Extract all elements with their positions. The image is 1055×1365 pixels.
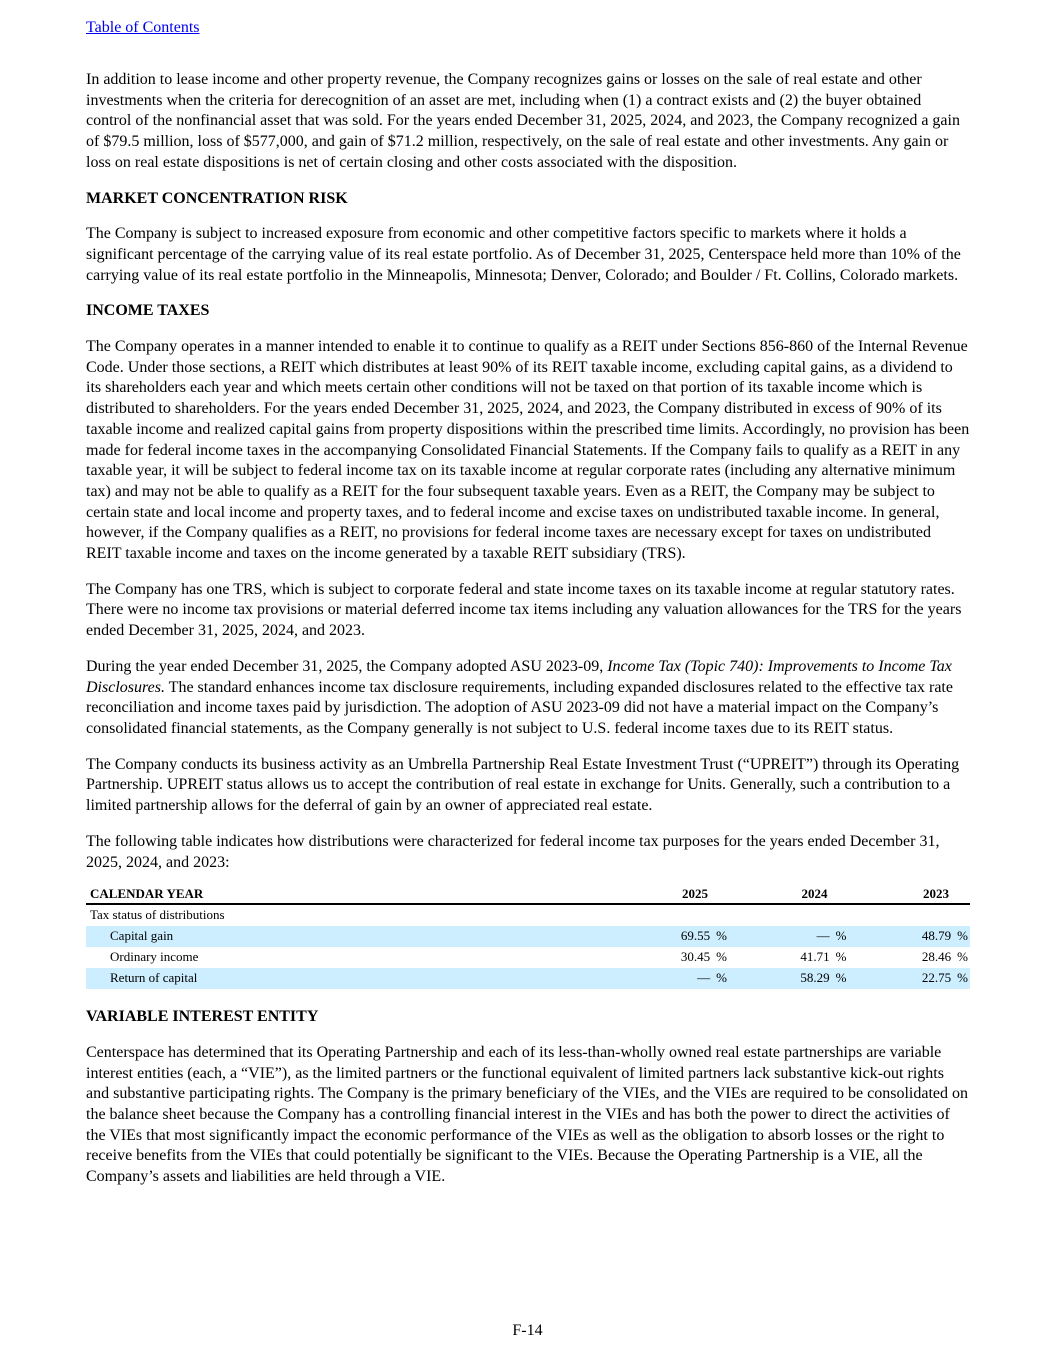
row-label: Capital gain bbox=[86, 926, 667, 947]
page-number: F-14 bbox=[512, 1322, 543, 1339]
table-row bbox=[86, 968, 970, 989]
header-2025: 2025 bbox=[667, 883, 729, 904]
distributions-table bbox=[86, 883, 970, 989]
cell-value: 28.46 % bbox=[921, 949, 968, 965]
heading-income-taxes: INCOME TAXES bbox=[86, 302, 210, 320]
document-body bbox=[86, 70, 970, 1203]
paragraph-asu-title: Income Tax (Topic 740): Improvements to Income Tax Disclosures. bbox=[86, 657, 952, 696]
cell-value: 22.75 % bbox=[848, 968, 970, 989]
paragraph-asu-2023-09 bbox=[86, 657, 970, 740]
row-label: Ordinary income bbox=[110, 949, 199, 965]
cell-value: — % bbox=[729, 926, 848, 947]
cell-value: 48.79 % bbox=[848, 926, 970, 947]
paragraph-upreit: The Company conducts its business activity as an Umbrella Partnership Real Estate Investment Trust (“UPREIT”) through its Operating Partnership. UPREIT status allows us to accept the contribution of real estate in exchange for Units. Generally, such a contribution to a limited partnership allows for the deferral of gain by an owner of appreciated real estate. bbox=[86, 755, 960, 815]
group-label: Tax status of distributions bbox=[90, 907, 225, 923]
table-row bbox=[86, 926, 970, 947]
paragraph-vie: Centerspace has determined that its Operating Partnership and each of its less-than-wholly owned real estate partnerships are variable interest entities (each, a “VIE”), as the limited partners or the functional equivalent of limited partners lack substantive kick-out rights and substantive participating rights. The Company is the primary beneficiary of the VIEs, and the VIEs are required to be consolidated on the balance sheet because the Company has a controlling financial interest in the VIEs and has both the power to direct the activities of the VIEs that most significantly impact the economic performance of the VIEs as well as the obligation to absorb losses or the right to receive benefits from the VIEs that could potentially be significant to the VIEs. Because the Operating Partnership is a VIE, all the Company’s assets and liabilities are held through a VIE. bbox=[86, 1043, 968, 1186]
paragraph-market-concentration: The Company is subject to increased exposure from economic and other competitive factors specific to markets where it holds a significant percentage of the carrying value of its real estate portfolio. As of December 31, 2025, Centerspace held more than 10% of the carrying value of its real estate portfolio in the Minneapolis, Minnesota; Denver, Colorado; and Boulder / Ft. Collins, Colorado markets. bbox=[86, 225, 961, 284]
header-calendar-year: CALENDAR YEAR bbox=[86, 883, 667, 904]
paragraph-asu-text-a: During the year ended December 31, 2025, the Company adopted ASU 2023-09, bbox=[86, 657, 608, 675]
row-label: Return of capital bbox=[86, 968, 667, 989]
table-group-row bbox=[86, 904, 970, 926]
cell-value: 69.55 % bbox=[667, 926, 729, 947]
cell-value: 58.29 % bbox=[729, 968, 848, 989]
heading-variable-interest-entity: VARIABLE INTEREST ENTITY bbox=[86, 1008, 319, 1026]
table-header-row bbox=[86, 883, 970, 904]
cell-value: — % bbox=[667, 968, 729, 989]
table-row bbox=[86, 947, 970, 968]
header-2024: 2024 bbox=[729, 883, 848, 904]
paragraph-reit-qualification: The Company operates in a manner intended to enable it to continue to qualify as a REIT under Sections 856-860 of the Internal Revenue Code. Under those sections, a REIT which distributes at least 90% of its REIT taxable income, excluding capital gains, as a dividend to its shareholders each year and which meets certain other conditions will not be taxed on that portion of its taxable income which is distributed to shareholders. For the years ended December 31, 2025, 2024, and 2023, the Company distributed in excess of 90% of its taxable income and realized capital gains from property dispositions within the prescribed time limits. Accordingly, no provision has been made for federal income taxes in the accompanying Consolidated Financial Statements. If the Company fails to qualify as a REIT in any taxable year, it will be subject to federal income tax on its taxable income at regular corporate rates (including any alternative minimum tax) and may not be able to qualify as a REIT for the four subsequent taxable years. Even as a REIT, the Company may be subject to certain state and local income and property taxes, and to federal income and excise taxes on undistributed taxable income. In general, however, if the Company qualifies as a REIT, no provisions for federal income taxes are necessary except for taxes on undistributed REIT taxable income and taxes on the income generated by a taxable REIT subsidiary (TRS). bbox=[86, 338, 970, 563]
paragraph-trs: The Company has one TRS, which is subject to corporate federal and state income taxes on its taxable income at regular statutory rates. There were no income tax provisions or material deferred income tax items including any valuation allowances for the TRS for the years ended December 31, 2025, 2024, and 2023. bbox=[86, 580, 962, 640]
cell-value: 41.71 % bbox=[800, 949, 847, 965]
paragraph-asu-text-b: The standard enhances income tax disclosure requirements, including expanded disclosures related to the effective tax rate reconciliation and income taxes paid by jurisdiction. The adoption of ASU 2023-09 did not have a material impact on the Company’s consolidated financial statements, as the Company generally is not subject to U.S. federal income taxes due to its REIT status. bbox=[86, 678, 953, 737]
heading-market-concentration-risk: MARKET CONCENTRATION RISK bbox=[86, 189, 348, 207]
paragraph-table-intro: The following table indicates how distributions were characterized for federal income tax purposes for the years ended December 31, 2025, 2024, and 2023: bbox=[86, 832, 940, 871]
table-of-contents-link[interactable]: Table of Contents bbox=[86, 19, 200, 36]
cell-value: 30.45 % bbox=[680, 949, 727, 965]
paragraph-gains-losses: In addition to lease income and other property revenue, the Company recognizes gains or losses on the sale of real estate and other investments when the criteria for derecognition of an asset are met, including when (1) a contract exists and (2) the buyer obtained control of the nonfinancial asset that was sold. For the years ended December 31, 2025, 2024, and 2023, the Company recognized a gain of $79.5 million, loss of $577,000, and gain of $71.2 million, respectively, on the sale of real estate and other investments. Any gain or loss on real estate dispositions is net of certain closing and other costs associated with the disposition. bbox=[86, 71, 960, 171]
header-2023: 2023 bbox=[848, 883, 970, 904]
